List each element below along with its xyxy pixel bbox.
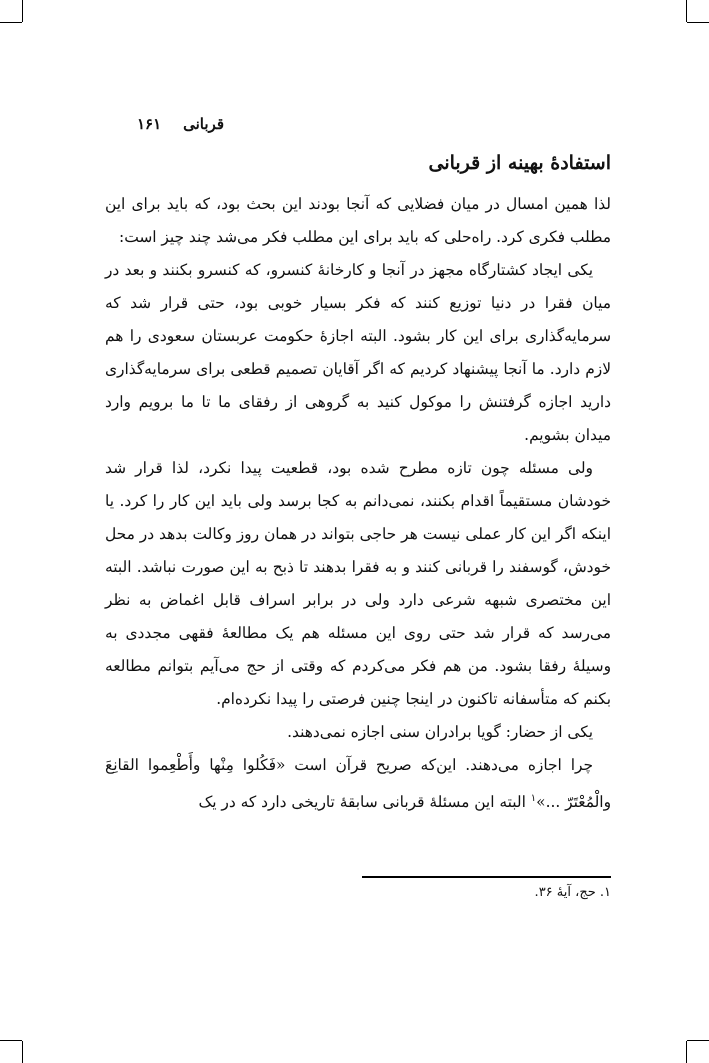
page-number: ۱۶۱ — [136, 115, 162, 133]
footnote-reference[interactable]: ۱ — [530, 793, 537, 804]
paragraph: یکی از حضار: گویا برادران سنی اجازه نمی‌دهند. — [287, 723, 593, 741]
footnote: ۱. حج، آیهٔ ۳۶. — [534, 885, 611, 900]
crop-mark-top-right-h — [687, 22, 709, 23]
paragraph: ولی مسئله چون تازه مطرح شده بود، قطعیت پیدا نکرد، لذا قرار شد خودشان مستقیماً اقدام بکنند، نمی‌دانم به کجا برسد ولی باید این کار را کرد. یا اینکه اگر این کار عملی نیست هر حاجی بتواند در همان روز وکالت بدهد در محل خودش، گوسفند را قربانی کنند و به فقرا بدهند تا ذبح به این صورت نباشد. البته این مختصری شبهه شرعی دارد ولی در برابر اسراف قابل اغماض به نظر می‌رسد که قرار شد حتی روی این مسئله هم یک مطالعهٔ فقهی مجددی به وسیلهٔ رفقا بشود. من هم فکر می‌کردم که وقتی از حج می‌آیم بتوانم مطالعه بکنم که متأسفانه تاکنون در اینجا چنین فرصتی را پیدا نکرده‌ام. — [105, 459, 611, 708]
paragraph-last — [105, 749, 611, 819]
paragraph-text: البته این مسئلهٔ قربانی سابقهٔ تاریخی دارد که در یک — [198, 793, 531, 812]
crop-mark-top-right-v — [686, 0, 687, 22]
crop-mark-bottom-left-v — [22, 1041, 23, 1063]
paragraph: لذا همین امسال در میان فضلایی که آنجا بودند این بحث بود، که باید برای این مطلب فکری کرد. راه‌حلی که باید برای این مطلب فکر می‌شد چند چیز است: — [105, 195, 611, 246]
running-header — [124, 115, 224, 133]
crop-mark-bottom-right-v — [686, 1041, 687, 1063]
crop-mark-top-left-h — [0, 22, 22, 23]
running-title: قربانی — [183, 115, 224, 133]
paragraph-text: چرا اجازه می‌دهند. این‌که صریح قرآن است «فَکُلوا مِنْها وأَطْعِموا القانِعَ والْمُعْتَرّ ...» — [105, 756, 611, 812]
crop-mark-top-left-v — [22, 0, 23, 22]
crop-mark-bottom-right-h — [687, 1040, 709, 1041]
crop-mark-bottom-left-h — [0, 1040, 22, 1041]
section-title: استفادهٔ بهینه از قربانی — [428, 152, 611, 174]
body-text — [105, 188, 611, 819]
paragraph: یکی ایجاد کشتارگاه مجهز در آنجا و کارخانهٔ کنسرو، که کنسرو بکنند و بعد در میان فقرا در دنیا توزیع کنند که فکر بسیار خوبی بود، حتی قرار شد که سرمایه‌گذاری برای این کار بشود. البته اجازهٔ حکومت عربستان سعودی را هم لازم دارد. ما آنجا پیشنهاد کردیم که اگر آقایان تصمیم قطعی برای سرمایه‌گذاری دارید اجازه گرفتنش را موکول کنید به گروهی از رفقای ما تا ما برویم وارد میدان بشویم. — [105, 261, 611, 444]
footnote-divider — [362, 876, 611, 878]
